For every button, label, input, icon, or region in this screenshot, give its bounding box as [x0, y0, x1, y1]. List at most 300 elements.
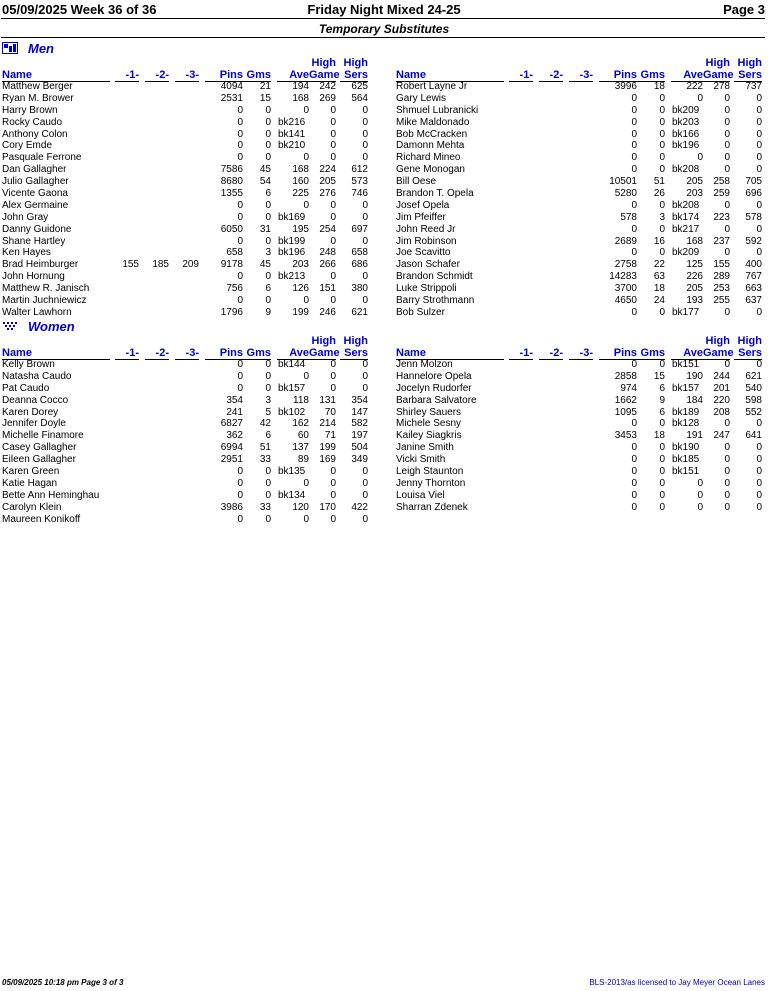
- bowler-ave: bk177: [672, 306, 700, 318]
- header-g3: -3-: [569, 69, 593, 82]
- bowler-gms: 6: [265, 188, 271, 200]
- header-high2: High: [737, 57, 762, 69]
- bowler-pins: 362: [226, 430, 243, 442]
- bowler-high-game: 247: [713, 430, 730, 442]
- men-left-table: [2, 57, 370, 319]
- header-pins: Pins: [599, 69, 637, 82]
- bowler-name: Ryan M. Brower: [2, 92, 74, 104]
- bowler-row: [396, 430, 764, 442]
- bowler-ave: 118: [293, 394, 309, 406]
- bowler-pins: 6827: [220, 418, 243, 430]
- bowler-high-game: 0: [724, 247, 730, 259]
- bowler-high-series: 625: [351, 81, 368, 92]
- bowler-high-series: 637: [745, 295, 762, 307]
- bowler-pins: 0: [631, 140, 637, 152]
- bowler-name: Brandon Schmidt: [396, 271, 473, 283]
- bowler-ave: 0: [697, 92, 703, 104]
- section-men-title: Men: [28, 41, 54, 56]
- bowler-pins: 2689: [614, 235, 637, 247]
- bowler-name: Brandon T. Opela: [396, 188, 474, 200]
- bowler-gms: 0: [659, 223, 665, 235]
- bowler-gms: 63: [653, 271, 665, 283]
- header-ave: Ave: [277, 347, 309, 360]
- bowler-row: [396, 81, 764, 93]
- bowler-pins: 0: [237, 489, 243, 501]
- bowler-gms: 0: [659, 454, 665, 466]
- bowler-name: Jim Robinson: [396, 235, 457, 247]
- bowler-ave: bk169: [278, 211, 306, 223]
- bowler-high-series: 0: [756, 199, 762, 211]
- bowler-high-series: 686: [351, 259, 368, 271]
- bowler-high-game: 151: [319, 283, 336, 295]
- header-gms: Gms: [243, 69, 271, 82]
- bowler-high-series: 0: [756, 140, 762, 152]
- bowler-ave: 0: [697, 489, 703, 501]
- bowler-row: [2, 478, 370, 490]
- bowler-gms: 3: [265, 394, 271, 406]
- bowler-high-series: 197: [351, 430, 368, 442]
- bowler-high-series: 0: [362, 359, 368, 370]
- bowler-high-series: 612: [351, 164, 368, 176]
- bowler-high-series: 621: [351, 306, 368, 318]
- bowler-gms: 0: [659, 92, 665, 104]
- bowler-high-game: 208: [713, 406, 730, 418]
- bowler-ave: bk185: [672, 454, 700, 466]
- bowler-ave: 205: [686, 283, 703, 295]
- bowler-pins: 0: [237, 140, 243, 152]
- bowler-row: [2, 259, 370, 271]
- bowler-pins: 0: [631, 454, 637, 466]
- bowler-high-game: 253: [713, 283, 730, 295]
- footer-timestamp: 05/09/2025 10:18 pm Page 3 of 3: [2, 978, 124, 987]
- header-g3: -3-: [175, 69, 199, 82]
- bowler-high-series: 598: [745, 394, 762, 406]
- bowler-name: Jennifer Doyle: [2, 418, 66, 430]
- bowler-gms: 54: [259, 176, 271, 188]
- bowler-pins: 2531: [220, 92, 243, 104]
- bowler-name: Barbara Salvatore: [396, 394, 477, 406]
- bowler-row: [2, 93, 370, 105]
- bowler-gms: 0: [659, 116, 665, 128]
- bowler-ave: 226: [686, 271, 703, 283]
- bowler-gms: 18: [653, 81, 665, 92]
- bowler-pins: 4650: [614, 295, 637, 307]
- bowler-high-game: 205: [319, 176, 336, 188]
- bowler-gms: 0: [659, 104, 665, 116]
- bowler-row: [396, 105, 764, 117]
- bowler-gms: 6: [659, 382, 665, 394]
- bowler-ave: 162: [292, 418, 309, 430]
- bowler-pins: 0: [631, 104, 637, 116]
- bowler-gms: 6: [265, 283, 271, 295]
- bowler-pins: 0: [631, 164, 637, 176]
- header-high2: High: [737, 335, 762, 347]
- bowler-high-game: 289: [713, 271, 730, 283]
- bowler-ave: 0: [303, 477, 309, 489]
- header-ave: Ave: [671, 347, 703, 360]
- header-name: Name: [2, 69, 110, 82]
- bowler-high-game: 0: [724, 223, 730, 235]
- bowler-row: [2, 200, 370, 212]
- bowler-name: Matthew Berger: [2, 81, 73, 92]
- bowler-high-series: 0: [756, 418, 762, 430]
- bowler-name: Alex Germaine: [2, 199, 69, 211]
- bowler-high-series: 0: [362, 211, 368, 223]
- bowler-name: Walter Lawhorn: [2, 306, 72, 318]
- women-left-table: [2, 335, 370, 525]
- bowler-row: [396, 259, 764, 271]
- header-gms: Gms: [243, 347, 271, 360]
- bowler-high-game: 0: [330, 152, 336, 164]
- bowler-pins: 8680: [220, 176, 243, 188]
- bowler-pins: 0: [631, 199, 637, 211]
- header-g2: -2-: [145, 69, 169, 82]
- bowler-high-game: 0: [724, 466, 730, 478]
- bowler-pins: 0: [237, 271, 243, 283]
- bowler-gms: 0: [659, 199, 665, 211]
- bowler-ave: bk208: [672, 164, 700, 176]
- column-headers: [2, 335, 370, 359]
- bowler-ave: 125: [686, 259, 703, 271]
- bowler-high-series: 578: [745, 211, 762, 223]
- bowler-row: [396, 359, 764, 371]
- bowler-pins: 0: [631, 306, 637, 318]
- bowler-gms: 0: [659, 442, 665, 454]
- women-icon: [2, 320, 18, 332]
- header-game: Game: [309, 69, 340, 81]
- bowler-row: [2, 418, 370, 430]
- bowler-pins: 7586: [220, 164, 243, 176]
- bowler-high-series: 705: [745, 176, 762, 188]
- bowler-row: [2, 271, 370, 283]
- bowler-gms: 45: [259, 259, 271, 271]
- bowler-pins: 0: [631, 359, 637, 370]
- bowler-ave: 0: [303, 513, 309, 525]
- bowler-name: Leigh Staunton: [396, 466, 464, 478]
- bowler-row: [2, 164, 370, 176]
- bowler-row: [2, 295, 370, 307]
- bowler-name: Janine Smith: [396, 442, 454, 454]
- bowler-high-series: 658: [351, 247, 368, 259]
- bowler-gms: 6: [265, 430, 271, 442]
- bowler-high-series: 0: [362, 235, 368, 247]
- bowler-row: [396, 371, 764, 383]
- bowler-high-game: 0: [330, 382, 336, 394]
- bowler-high-game: 0: [724, 501, 730, 513]
- bowler-row: [396, 490, 764, 502]
- header-name: Name: [2, 347, 110, 360]
- bowler-high-series: 0: [362, 271, 368, 283]
- bowler-gms: 0: [265, 489, 271, 501]
- header-g3: -3-: [175, 347, 199, 360]
- bowler-gms: 5: [265, 406, 271, 418]
- bowler-high-series: 0: [756, 223, 762, 235]
- bowler-pins: 2758: [614, 259, 637, 271]
- bowler-high-game: 220: [713, 394, 730, 406]
- bowler-high-series: 147: [351, 406, 368, 418]
- bowler-pins: 578: [620, 211, 637, 223]
- bowler-pins: 0: [631, 501, 637, 513]
- bowler-high-series: 641: [745, 430, 762, 442]
- bowler-row: [396, 93, 764, 105]
- header-g3: -3-: [569, 347, 593, 360]
- bowler-ave: bk213: [278, 271, 306, 283]
- bowler-gms: 0: [265, 140, 271, 152]
- bowler-name: Shane Hartley: [2, 235, 66, 247]
- header-high2: High: [343, 335, 368, 347]
- bowler-row: [396, 247, 764, 259]
- bowler-name: John Hornung: [2, 271, 65, 283]
- bowler-ave: 0: [303, 104, 309, 116]
- section-women-title: Women: [28, 319, 75, 334]
- bowler-high-series: 592: [745, 235, 762, 247]
- bowler-ave: 137: [292, 442, 309, 454]
- header-high1: High: [705, 57, 730, 69]
- header-pins: Pins: [599, 347, 637, 360]
- bowler-high-series: 621: [745, 370, 762, 382]
- header-game: Game: [309, 347, 340, 359]
- bowler-high-game: 214: [319, 418, 336, 430]
- bowler-ave: bk196: [672, 140, 700, 152]
- bowler-pins: 0: [631, 489, 637, 501]
- bowler-ave: 160: [292, 176, 309, 188]
- bowler-pins: 5280: [614, 188, 637, 200]
- bowler-name: Michele Sesny: [396, 418, 462, 430]
- bowler-ave: bk190: [672, 442, 700, 454]
- bowler-gms: 16: [653, 235, 665, 247]
- footer-license: BLS-2013/as licensed to Jay Meyer Ocean Lanes: [589, 978, 765, 987]
- bowler-name: Joe Scavitto: [396, 247, 451, 259]
- bowler-ave: bk203: [672, 116, 700, 128]
- bowler-high-game: 70: [324, 406, 336, 418]
- bowler-high-game: 259: [713, 188, 730, 200]
- bowler-high-game: 0: [724, 454, 730, 466]
- bowler-name: Damonn Mehta: [396, 140, 465, 152]
- bowler-pins: 0: [237, 104, 243, 116]
- bowler-high-game: 0: [330, 211, 336, 223]
- bowler-name: Gene Monogan: [396, 164, 465, 176]
- bowler-high-series: 0: [756, 152, 762, 164]
- bowler-row: [2, 466, 370, 478]
- header-g1: -1-: [509, 347, 533, 360]
- header-g2: -2-: [539, 347, 563, 360]
- bowler-high-series: 0: [362, 140, 368, 152]
- bowler-gms: 0: [659, 140, 665, 152]
- header-g1: -1-: [509, 69, 533, 82]
- bowler-name: Jason Schafer: [396, 259, 460, 271]
- bowler-pins: 658: [226, 247, 243, 259]
- bowler-high-series: 400: [745, 259, 762, 271]
- bowler-high-game: 278: [713, 81, 730, 92]
- bowler-gms: 42: [259, 418, 271, 430]
- bowler-gms: 0: [265, 477, 271, 489]
- bowler-ave: bk135: [278, 466, 306, 478]
- bowler-name: Katie Hagan: [2, 477, 58, 489]
- bowler-ave: 184: [686, 394, 703, 406]
- bowler-row: [396, 164, 764, 176]
- bowler-row: [396, 442, 764, 454]
- bowler-gms: 51: [653, 176, 665, 188]
- bowler-row: [396, 395, 764, 407]
- bowler-row: [2, 442, 370, 454]
- bowler-high-game: 0: [330, 104, 336, 116]
- bowler-high-series: 0: [756, 306, 762, 318]
- bowler-row: [396, 466, 764, 478]
- bowler-name: Hannelore Opela: [396, 370, 472, 382]
- bowler-name: Natasha Caudo: [2, 370, 72, 382]
- bowler-high-game: 0: [330, 140, 336, 152]
- bowler-high-game: 199: [319, 442, 336, 454]
- bowler-ave: 225: [292, 188, 309, 200]
- bowler-gms: 6: [659, 406, 665, 418]
- bowler-name: Richard Mineo: [396, 152, 461, 164]
- bowler-gms: 0: [265, 271, 271, 283]
- bowler-ave: bk151: [672, 359, 700, 370]
- bowler-ave: 0: [303, 152, 309, 164]
- bowler-high-series: 0: [756, 454, 762, 466]
- bowler-g3: 209: [182, 259, 199, 271]
- bowler-ave: bk157: [672, 382, 700, 394]
- bowler-pins: 0: [237, 199, 243, 211]
- bowler-row: [2, 502, 370, 514]
- bowler-gms: 0: [265, 382, 271, 394]
- bowler-name: Anthony Colon: [2, 128, 68, 140]
- bowler-ave: 199: [292, 306, 309, 318]
- bowler-name: Matthew R. Janisch: [2, 283, 90, 295]
- bowler-high-game: 0: [330, 128, 336, 140]
- bowler-name: Rocky Caudo: [2, 116, 63, 128]
- bowler-name: Brad Heimburger: [2, 259, 79, 271]
- bowler-ave: 190: [686, 370, 703, 382]
- bowler-high-game: 0: [330, 489, 336, 501]
- bowler-pins: 1095: [614, 406, 637, 418]
- header-pins: Pins: [205, 69, 243, 82]
- bowler-ave: bk199: [278, 235, 306, 247]
- bowler-gms: 0: [265, 370, 271, 382]
- bowler-name: Jim Pfeiffer: [396, 211, 446, 223]
- bowler-row: [396, 236, 764, 248]
- bowler-gms: 3: [265, 247, 271, 259]
- bowler-ave: bk209: [672, 247, 700, 259]
- bowler-high-game: 0: [724, 199, 730, 211]
- bowler-name: Dan Gallagher: [2, 164, 67, 176]
- bowler-pins: 0: [631, 92, 637, 104]
- bowler-ave: 0: [303, 295, 309, 307]
- report-subtitle: Temporary Substitutes: [318, 22, 450, 36]
- bowler-high-series: 0: [756, 247, 762, 259]
- bowler-high-game: 170: [319, 501, 336, 513]
- bowler-pins: 2858: [614, 370, 637, 382]
- bowler-high-series: 0: [362, 477, 368, 489]
- bowler-high-series: 354: [351, 394, 368, 406]
- bowler-name: Kelly Brown: [2, 359, 55, 370]
- bowler-high-game: 0: [330, 271, 336, 283]
- bowler-high-game: 254: [319, 223, 336, 235]
- column-headers: [396, 335, 764, 359]
- bowler-ave: bk216: [278, 116, 306, 128]
- bowler-pins: 2951: [220, 454, 243, 466]
- bowler-name: Louisa Viel: [396, 489, 445, 501]
- bowler-pins: 0: [631, 466, 637, 478]
- bowler-ave: 203: [686, 188, 703, 200]
- bowler-name: Gary Lewis: [396, 92, 447, 104]
- bowler-row: [396, 188, 764, 200]
- bowler-name: Barry Strothmann: [396, 295, 475, 307]
- bowler-pins: 0: [237, 466, 243, 478]
- bowler-gms: 18: [653, 430, 665, 442]
- bowler-pins: 1662: [614, 394, 637, 406]
- bowler-high-game: 246: [319, 306, 336, 318]
- header-high1: High: [311, 335, 336, 347]
- bowler-gms: 9: [265, 306, 271, 318]
- bowler-ave: bk166: [672, 128, 700, 140]
- bowler-high-series: 573: [351, 176, 368, 188]
- bowler-ave: 0: [303, 370, 309, 382]
- bowler-pins: 1796: [220, 306, 243, 318]
- bowler-row: [2, 117, 370, 129]
- bowler-pins: 0: [237, 370, 243, 382]
- bowler-gms: 24: [653, 295, 665, 307]
- bowler-high-series: 0: [756, 92, 762, 104]
- bowler-high-series: 746: [351, 188, 368, 200]
- bowler-high-series: 0: [756, 116, 762, 128]
- bowler-row: [2, 359, 370, 371]
- bowler-name: Vicente Gaona: [2, 188, 68, 200]
- bowler-high-series: 767: [745, 271, 762, 283]
- bowler-name: Robert Layne Jr: [396, 81, 468, 92]
- header-sers: Sers: [734, 69, 762, 82]
- bowler-high-game: 0: [724, 477, 730, 489]
- bowler-row: [2, 430, 370, 442]
- bowler-high-series: 380: [351, 283, 368, 295]
- bowler-g1: 155: [122, 259, 139, 271]
- bowler-row: [396, 200, 764, 212]
- bowler-pins: 9178: [220, 259, 243, 271]
- bowler-high-series: 0: [362, 466, 368, 478]
- bowler-gms: 0: [265, 235, 271, 247]
- header-name: Name: [396, 347, 504, 360]
- bowler-high-series: 0: [756, 489, 762, 501]
- bowler-name: Pat Caudo: [2, 382, 50, 394]
- bowler-name: Michelle Finamore: [2, 430, 84, 442]
- bowler-ave: 168: [686, 235, 703, 247]
- bowler-name: John Gray: [2, 211, 49, 223]
- bowler-gms: 18: [653, 283, 665, 295]
- bowler-high-series: 582: [351, 418, 368, 430]
- bowler-row: [2, 371, 370, 383]
- bowler-row: [2, 283, 370, 295]
- header-g1: -1-: [115, 69, 139, 82]
- bowler-name: Jenny Thornton: [396, 477, 466, 489]
- bowler-high-game: 0: [724, 140, 730, 152]
- bowler-row: [2, 383, 370, 395]
- bowler-ave: bk209: [672, 104, 700, 116]
- bowler-pins: 974: [620, 382, 637, 394]
- bowler-ave: bk217: [672, 223, 700, 235]
- header-high1: High: [705, 335, 730, 347]
- bowler-name: Shirley Sauers: [396, 406, 462, 418]
- bowler-row: [396, 502, 764, 514]
- subtitle-rule: [1, 37, 765, 38]
- bowler-pins: 756: [226, 283, 243, 295]
- bowler-high-series: 0: [362, 382, 368, 394]
- bowler-high-game: 155: [713, 259, 730, 271]
- bowler-gms: 0: [659, 359, 665, 370]
- women-right-table: [396, 335, 764, 514]
- bowler-name: Karen Green: [2, 466, 60, 478]
- bowler-gms: 3: [659, 211, 665, 223]
- bowler-name: Harry Brown: [2, 104, 58, 116]
